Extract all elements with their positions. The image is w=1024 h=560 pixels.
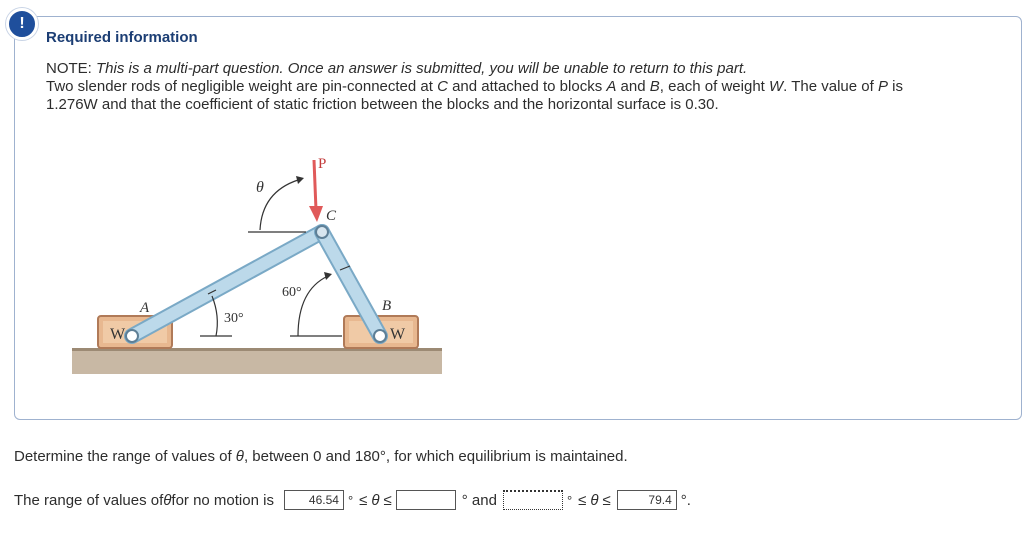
pin-b bbox=[374, 330, 386, 342]
info-title: Required information bbox=[46, 29, 198, 46]
answer-box-1[interactable]: 46.54 bbox=[284, 490, 344, 510]
ground bbox=[72, 348, 442, 374]
rods-diagram bbox=[60, 140, 460, 380]
label-theta: θ bbox=[256, 179, 264, 196]
angle-60-arc bbox=[298, 276, 328, 336]
problem-statement: Two slender rods of negligible weight are pin-connected at C and attached to blocks A and B, each of weight W. The value of P is 1.276W and that the coefficient of static friction between the blocks and the horizontal surface is 0.30. bbox=[46, 78, 903, 113]
label-c: C bbox=[326, 208, 337, 224]
angle-30-arc bbox=[212, 296, 217, 336]
label-p: P bbox=[318, 156, 327, 172]
force-p-arrow bbox=[314, 160, 316, 210]
question-text: Determine the range of values of θ, between 0 and 180°, for which equilibrium is maintained. bbox=[14, 448, 628, 465]
note-line: NOTE: This is a multi-part question. Once an answer is submitted, you will be unable to return to this part. bbox=[46, 60, 748, 77]
block-b-weight-label: W bbox=[390, 326, 406, 343]
info-text bbox=[46, 60, 946, 114]
force-p-arrowhead bbox=[309, 206, 323, 222]
theta-arc bbox=[260, 180, 298, 230]
alert-icon: ! bbox=[6, 8, 38, 40]
label-b: B bbox=[382, 298, 392, 314]
block-a-weight-label: W bbox=[110, 326, 126, 343]
answer-box-3[interactable] bbox=[503, 490, 563, 510]
angle-60-arc-arrowhead bbox=[324, 272, 332, 280]
theta-arc-arrowhead bbox=[296, 176, 304, 184]
answer-box-2[interactable] bbox=[396, 490, 456, 510]
label-60-deg: 60° bbox=[282, 285, 302, 300]
label-30-deg: 30° bbox=[224, 311, 244, 326]
answer-box-4[interactable]: 79.4 bbox=[617, 490, 677, 510]
pin-a bbox=[126, 330, 138, 342]
answer-row: The range of values of θ for no motion is 46.54 ° ≤ θ ≤ ° and ° ≤ θ ≤ 79.4 °. bbox=[14, 491, 691, 509]
label-a: A bbox=[140, 300, 150, 316]
pin-c bbox=[316, 226, 328, 238]
